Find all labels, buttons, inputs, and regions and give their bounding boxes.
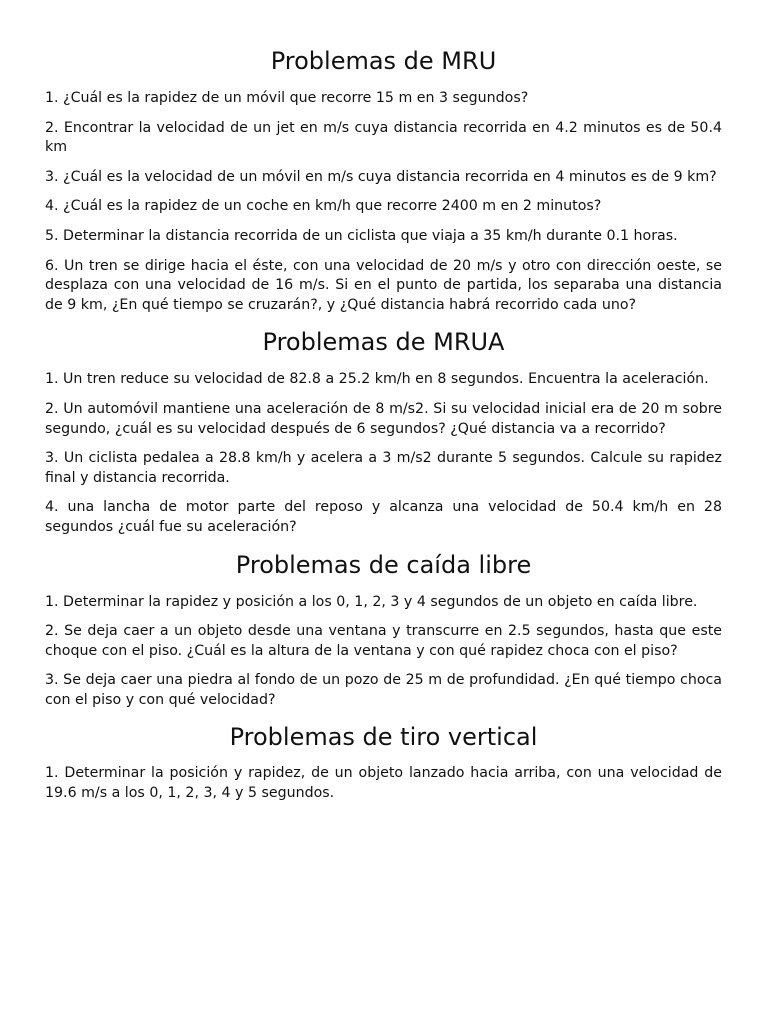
problem-mrua-1: 1. Un tren reduce su velocidad de 82.8 a 25.2 km/h en 8 segundos. Encuentra la aceleración. [45, 371, 709, 388]
problem-caida-3: 3. Se deja caer una piedra al fondo de un pozo de 25 m de profundidad. ¿En qué tiempo choca con el piso y con qué velocidad? [45, 672, 722, 708]
section-mru [45, 44, 722, 315]
problem-mru-5: 5. Determinar la distancia recorrida de un ciclista que viaja a 35 km/h durante 0.1 horas. [45, 227, 678, 244]
section-caida-libre [45, 548, 722, 711]
problem-mru-2: 2. Encontrar la velocidad de un jet en m/s cuya distancia recorrida en 4.2 minutos es de 50.4 km [45, 119, 722, 156]
problem-caida-1: 1. Determinar la rapidez y posición a los 0, 1, 2, 3 y 4 segundos de un objeto en caída libre. [45, 593, 698, 610]
problem-mrua-2: 2. Un automóvil mantiene una aceleración de 8 m/s2. Si su velocidad inicial era de 20 m sobre segundo, ¿cuál es su velocidad después de 6 segundos? ¿Qué distancia va a recorrido? [45, 400, 722, 437]
problem-mru-1: 1. ¿Cuál es la rapidez de un móvil que recorre 15 m en 3 segundos? [45, 90, 529, 106]
problem-caida-2: 2. Se deja caer a un objeto desde una ventana y transcurre en 2.5 segundos, hasta que este choque con el piso. ¿Cuál es la altura de la ventana y con qué rapidez choca con el piso? [45, 623, 722, 659]
problem-tiro-1: 1. Determinar la posición y rapidez, de un objeto lanzado hacia arriba, con una velocidad de 19.6 m/s a los 0, 1, 2, 3, 4 y 5 segundos. [45, 765, 722, 802]
section-title-mrua: Problemas de MRUA [262, 328, 505, 357]
problem-mrua-3: 3. Un ciclista pedalea a 28.8 km/h y acelera a 3 m/s2 durante 5 segundos. Calcule su rapidez final y distancia recorrida. [45, 450, 722, 486]
problem-mru-6: 6. Un tren se dirige hacia el éste, con una velocidad de 20 m/s y otro con dirección oeste, se desplaza con una velocidad de 16 m/s. Si en el punto de partida, los separaba una distancia de 9 km, ¿En qué tiempo se cruzarán?, y ¿Qué distancia habrá recorrido cada uno? [45, 257, 722, 313]
section-tiro-vertical [45, 720, 722, 803]
problem-mrua-4: 4. una lancha de motor parte del reposo y alcanza una velocidad de 50.4 km/h en 28 segundos ¿cuál fue su aceleración? [45, 499, 722, 535]
section-mrua [45, 325, 722, 537]
section-title-mru: Problemas de MRU [270, 47, 497, 75]
section-title-tiro-vertical: Problemas de tiro vertical [229, 723, 538, 752]
section-title-caida-libre: Problemas de caída libre [235, 550, 532, 579]
problem-mru-3: 3. ¿Cuál es la velocidad de un móvil en m/s cuya distancia recorrida en 4 minutos es de 9 km? [45, 168, 717, 185]
problem-mru-4: 4. ¿Cuál es la rapidez de un coche en km/h que recorre 2400 m en 2 minutos? [45, 198, 602, 215]
